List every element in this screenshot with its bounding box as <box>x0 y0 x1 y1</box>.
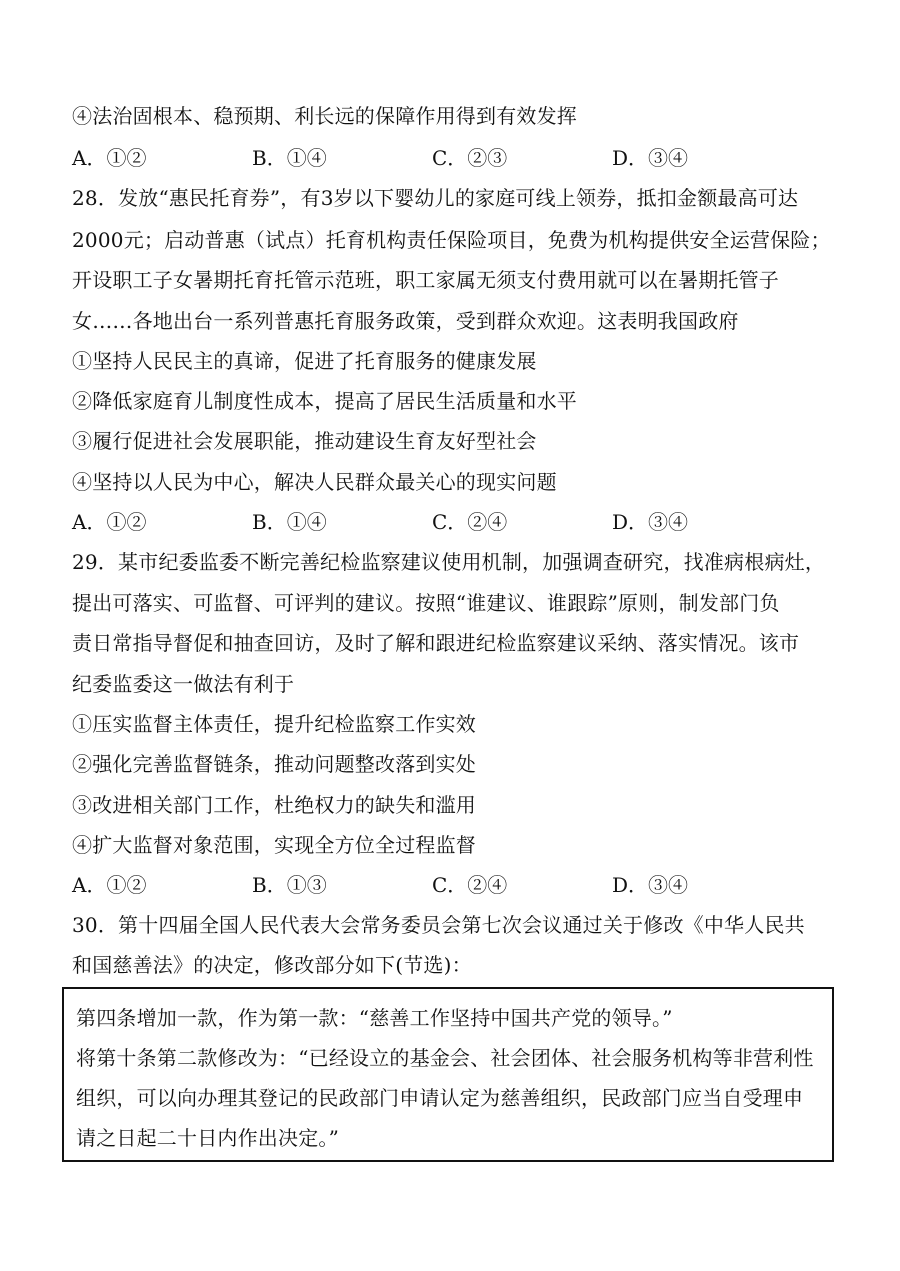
q28-stem-line-2: 2000元；启动普惠（试点）托育机构责任保险项目，免费为机构提供安全运营保险； <box>72 228 831 252</box>
q28-option-a: A．①② <box>72 510 147 534</box>
q30-excerpt-box <box>62 987 834 1162</box>
q29-option-c: C．②④ <box>432 873 508 897</box>
q30-box-line-2: 将第十条第二款修改为：“已经设立的基金会、社会团体、社会服务机构等非营利性 <box>76 1046 814 1070</box>
q30-box-line-3: 组织，可以向办理其登记的民政部门申请认定为慈善组织，民政部门应当自受理申 <box>76 1086 804 1110</box>
q28-item-2: ②降低家庭育儿制度性成本，提高了居民生活质量和水平 <box>72 389 577 413</box>
q27-option-b: B．①④ <box>252 146 327 170</box>
q28-stem-line-3: 开设职工子女暑期托育托管示范班，职工家属无须支付费用就可以在暑期托管子 <box>72 268 779 292</box>
q29-stem-line-3: 责日常指导督促和抽查回访，及时了解和跟进纪检监察建议采纳、落实情况。该市 <box>72 631 800 655</box>
q27-option-c: C．②③ <box>432 146 508 170</box>
q28-option-b: B．①④ <box>252 510 327 534</box>
q29-stem-line-2: 提出可落实、可监督、可评判的建议。按照“谁建议、谁跟踪”原则，制发部门负 <box>72 591 780 615</box>
q28-option-c: C．②④ <box>432 510 508 534</box>
q28-item-4: ④坚持以人民为中心，解决人民群众最关心的现实问题 <box>72 470 557 494</box>
q29-stem-line-1: 29．某市纪委监委不断完善纪检监察建议使用机制，加强调查研究，找准病根病灶， <box>72 550 826 574</box>
q30-stem-line-2: 和国慈善法》的决定，修改部分如下(节选)： <box>72 953 472 977</box>
q28-stem-line-4: 女……各地出台一系列普惠托育服务政策，受到群众欢迎。这表明我国政府 <box>72 309 739 333</box>
q27-option-a: A．①② <box>72 146 147 170</box>
q29-option-b: B．①③ <box>252 873 327 897</box>
q29-option-d: D．③④ <box>612 873 689 897</box>
q28-option-d: D．③④ <box>612 510 689 534</box>
q30-box-line-4: 请之日起二十日内作出决定。” <box>76 1126 340 1150</box>
q27-item-4: ④法治固根本、稳预期、利长远的保障作用得到有效发挥 <box>72 104 577 128</box>
q28-item-3: ③履行促进社会发展职能，推动建设生育友好型社会 <box>72 429 537 453</box>
q29-option-a: A．①② <box>72 873 147 897</box>
q28-item-1: ①坚持人民民主的真谛，促进了托育服务的健康发展 <box>72 349 537 373</box>
q29-item-3: ③改进相关部门工作，杜绝权力的缺失和滥用 <box>72 793 476 817</box>
q29-item-2: ②强化完善监督链条，推动问题整改落到实处 <box>72 752 476 776</box>
q30-stem-line-1: 30．第十四届全国人民代表大会常务委员会第七次会议通过关于修改《中华人民共 <box>72 913 805 937</box>
q29-item-1: ①压实监督主体责任，提升纪检监察工作实效 <box>72 712 476 736</box>
q30-box-line-1: 第四条增加一款，作为第一款：“慈善工作坚持中国共产党的领导。” <box>76 1006 673 1030</box>
q29-item-4: ④扩大监督对象范围，实现全方位全过程监督 <box>72 833 476 857</box>
q29-stem-line-4: 纪委监委这一做法有利于 <box>72 672 295 696</box>
q28-stem-line-1: 28．发放“惠民托育券”，有3岁以下婴幼儿的家庭可线上领券，抵扣金额最高可达 <box>72 186 799 210</box>
q27-option-d: D．③④ <box>612 146 689 170</box>
